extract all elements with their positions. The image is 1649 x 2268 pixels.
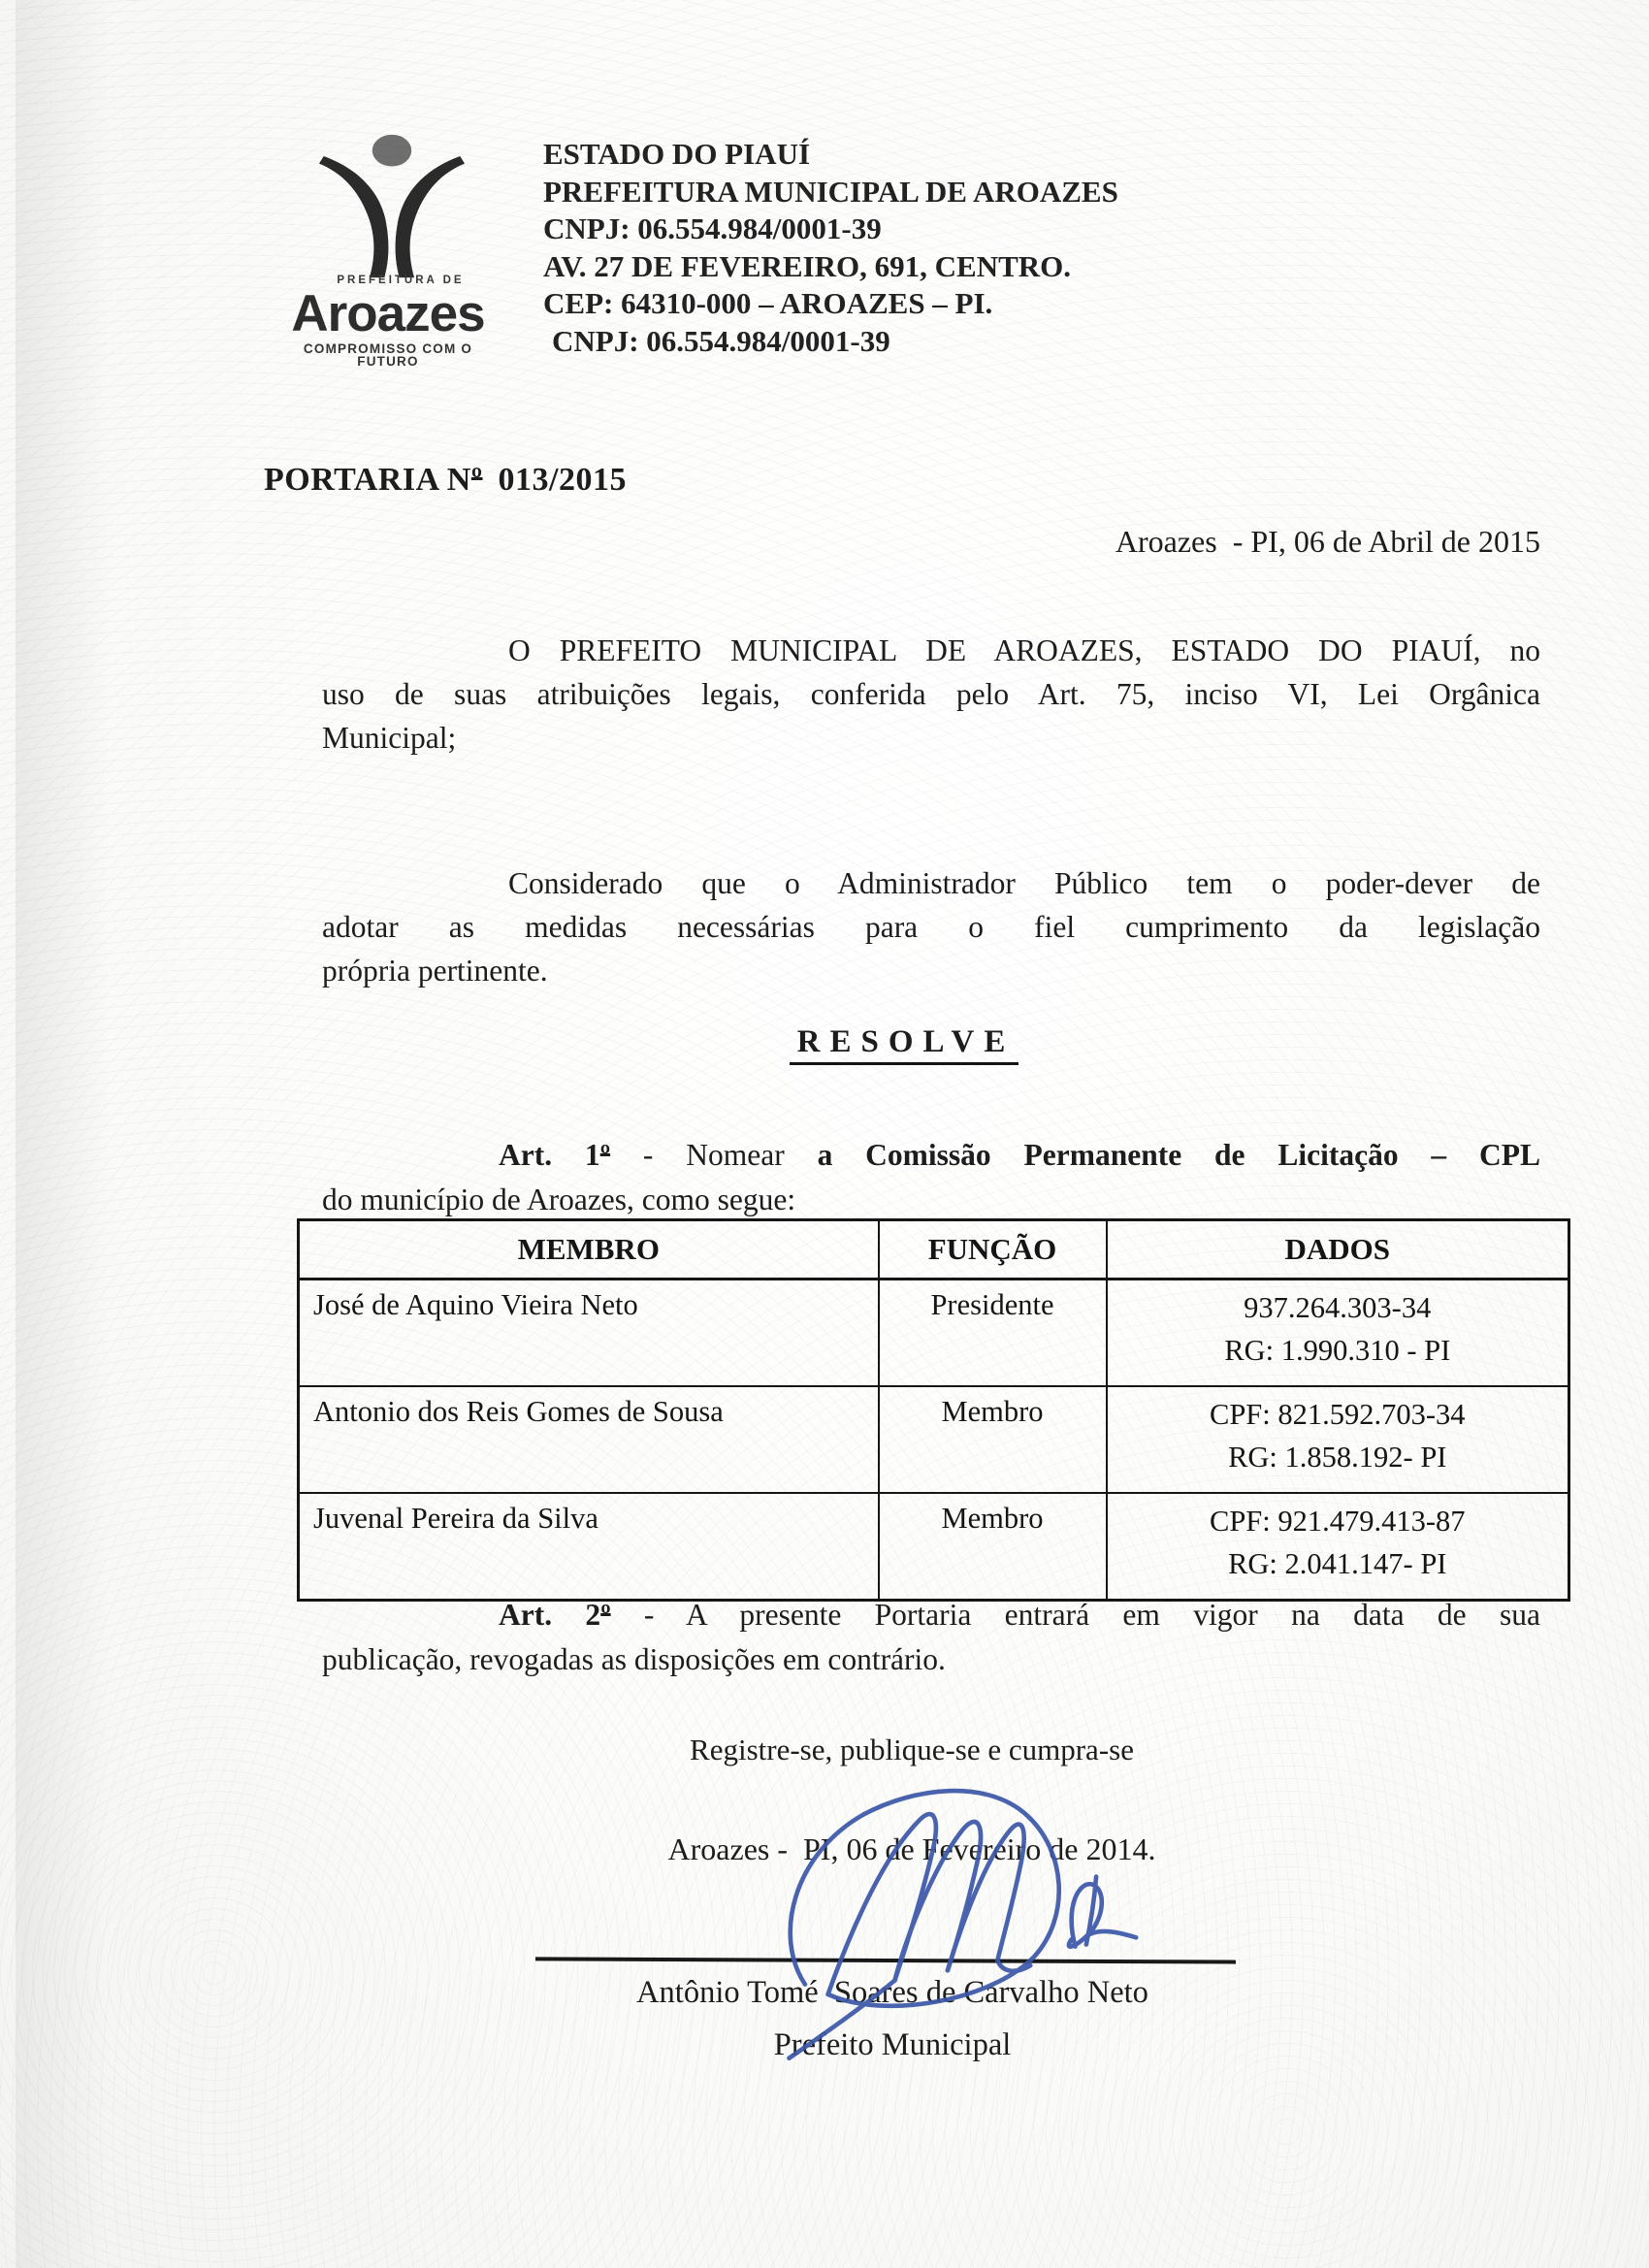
portaria-title-number: 013/2015 [498,462,627,498]
article-1-line-2: do município de Aroazes, como segue: [322,1183,796,1216]
article-1-line-1 [322,1133,1540,1178]
letterhead-line-prefeitura: PREFEITURA MUNICIPAL DE AROAZES [543,174,1118,209]
aroazes-person-logo-icon [307,130,477,279]
letterhead-line-estado: ESTADO DO PIAUÍ [543,137,811,171]
preamble-line-1: O PREFEITO MUNICIPAL DE AROAZES, ESTADO DO PIAUÍ, no [508,633,1540,667]
scan-edge-shading [16,0,109,2268]
wordmark-prefeitura-de: PREFEITURA DE [337,275,465,286]
portaria-title-text: PORTARIA N [264,462,471,498]
member-name: José de Aquino Vieira Neto [299,1280,879,1387]
col-header-funcao: FUNÇÃO [879,1220,1107,1280]
portaria-title-ordinal: º [470,462,483,498]
wordmark-aroazes: Aroazes [291,284,485,342]
aroazes-wordmark [272,275,504,369]
letterhead-line-cep: CEP: 64310-000 – AROAZES – PI. [543,286,993,320]
member-rg: RG: 1.858.192- PI [1228,1441,1447,1474]
col-header-dados: DADOS [1107,1220,1569,1280]
letterhead-line-cnpj2: CNPJ: 06.554.984/0001-39 [552,323,890,358]
table-header-row [299,1220,1569,1280]
cpl-members-table [297,1218,1570,1602]
considerations-line-2: adotar as medidas necessárias para o fiel cumprimento da legislação [322,910,1540,944]
member-rg: RG: 2.041.147- PI [1228,1547,1447,1580]
resolve-heading-wrap [322,1024,1486,1065]
member-role: Membro [879,1493,1107,1601]
preamble-line-2: uso de suas atribuições legais, conferida pelo Art. 75, inciso VI, Lei Orgânica [322,677,1540,711]
member-rg: RG: 1.990.310 - PI [1224,1334,1451,1367]
col-header-membro: MEMBRO [299,1220,879,1280]
article-2-line-2: publicação, revogadas as disposições em contrário. [322,1642,946,1676]
article-2-line-1 [322,1593,1540,1637]
preamble-paragraph [322,629,1540,760]
member-name: Juvenal Pereira da Silva [299,1493,879,1601]
table-row [299,1280,1569,1387]
place-and-date: Aroazes - PI, 06 de Fevereiro de 2014. [667,1831,1156,1866]
resolve-heading: RESOLVE [790,1024,1019,1065]
article-1-paragraph [322,1133,1540,1222]
member-documents [1107,1493,1569,1601]
closing-formula: Registre-se, publique-se e cumpra-se [690,1733,1134,1766]
considerations-line-3: própria pertinente. [322,954,548,988]
portaria-title [264,462,627,499]
considerations-line-1: Considerado que o Administrador Público tem o poder-dever de [508,866,1540,900]
wordmark-tagline: COMPROMISSO COM O FUTURO [303,340,473,369]
letterhead-line-cnpj: CNPJ: 06.554.984/0001-39 [543,211,882,245]
signer-role: Prefeito Municipal [773,2027,1012,2062]
preamble-line-3: Municipal; [322,721,457,755]
member-cpf: CPF: 921.479.413-87 [1209,1505,1466,1538]
considerations-paragraph [322,861,1540,992]
member-name: Antonio dos Reis Gomes de Sousa [299,1386,879,1493]
member-documents [1107,1386,1569,1493]
letterhead-block [543,136,1222,360]
article-1-bold-object: a Comissão Permanente de Licitação – CPL [817,1138,1540,1172]
signature-ink [735,1785,1164,2068]
document-dateline: Aroazes - PI, 06 de Abril de 2015 [1115,524,1540,559]
article-2-paragraph [322,1593,1540,1682]
member-role: Membro [879,1386,1107,1493]
article-1-label: Art. 1º [499,1138,611,1172]
signer-name: Antônio Tomé Soares de Carvalho Neto [636,1975,1148,2010]
article-2-text: - A presente Portaria entrará em vigor na data de sua [610,1598,1540,1632]
member-cpf: 937.264.303-34 [1244,1291,1432,1324]
table-row [299,1386,1569,1493]
member-role: Presidente [879,1280,1107,1387]
member-cpf: CPF: 821.592.703-34 [1209,1398,1466,1431]
article-2-label: Art. 2º [499,1598,611,1632]
letterhead-line-endereco: AV. 27 DE FEVEREIRO, 691, CENTRO. [543,248,1072,283]
table-row [299,1493,1569,1601]
article-1-verb: - Nomear [610,1138,818,1172]
member-documents [1107,1280,1569,1387]
